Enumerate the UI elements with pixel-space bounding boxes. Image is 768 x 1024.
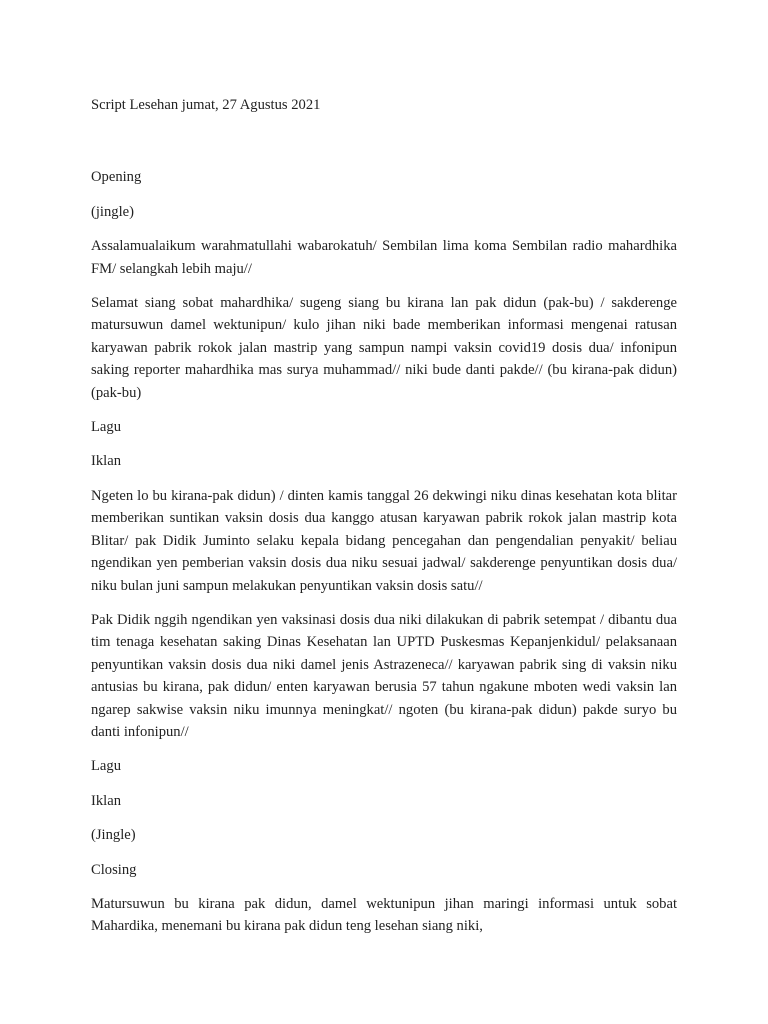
cue-jingle: (jingle) — [91, 203, 134, 220]
cue-lagu-2: Lagu — [91, 758, 121, 775]
paragraph-intro: Selamat siang sobat mahardhika/ sugeng siang bu kirana lan pak didun (pak-bu) / sakderenge matursuwun damel wektunipun/ kulo jihan niki bade memberikan informasi mengenai ratusan karyawan pabrik rokok jalan mastrip yang sampun nampi vaksin covid19 dosis dua/ infonipun saking reporter mahardhika mas surya muhammad// niki bude danti pakde// (bu kirana-pak didun) (pak-bu) — [91, 295, 677, 401]
paragraph-closing: Matursuwun bu kirana pak didun, damel wektunipun jihan maringi informasi untuk sobat Mahardika, menemani bu kirana pak didun teng lesehan siang niki, — [91, 895, 677, 935]
paragraph-greeting: Assalamualaikum warahmatullahi wabarokatuh/ Sembilan lima koma Sembilan radio mahardhika FM/ selangkah lebih maju// — [91, 238, 677, 277]
paragraph-news-2: Pak Didik nggih ngendikan yen vaksinasi dosis dua niki dilakukan di pabrik setempat / dibantu dua tim tenaga kesehatan saking Dinas Kesehatan lan UPTD Puskesmas Kepanjenkidul/ pelaksanaan penyuntikan vaksin dosis dua niki damel jenis Astrazeneca// karyawan pabrik sing di vaksin niku antusias bu kirana, pak didun/ enten karyawan berusia 57 tahun ngakune mboten wedi vaksin lan ngarep sakwise vaksin niku imunnya meningkat// ngoten (bu kirana-pak didun) pakde suryo bu danti infonipun// — [91, 611, 677, 740]
document-body — [91, 94, 677, 938]
cue-iklan: Iklan — [91, 453, 121, 470]
cue-lagu: Lagu — [91, 419, 121, 436]
cue-jingle-2: (Jingle) — [91, 827, 136, 844]
document-title: Script Lesehan jumat, 27 Agustus 2021 — [91, 97, 321, 113]
paragraph-news-1: Ngeten lo bu kirana-pak didun) / dinten kamis tanggal 26 dekwingi niku dinas kesehatan kota blitar memberikan suntikan vaksin dosis dua kanggo atusan karyawan pabrik rokok jalan mastrip kota Blitar/ pak Didik Juminto selaku kepala bidang pencegahan dan pengendalian penyakit/ beliau ngendikan yen pemberian vaksin dosis dua niku sesuai jadwal/ sakderenge penyuntikan dosis dua/ niku bulan juni sampun melakukan penyuntikan vaksin dosis satu// — [91, 487, 677, 594]
section-heading-closing: Closing — [91, 861, 137, 878]
cue-iklan-2: Iklan — [91, 792, 121, 809]
section-heading-opening: Opening — [91, 169, 142, 186]
